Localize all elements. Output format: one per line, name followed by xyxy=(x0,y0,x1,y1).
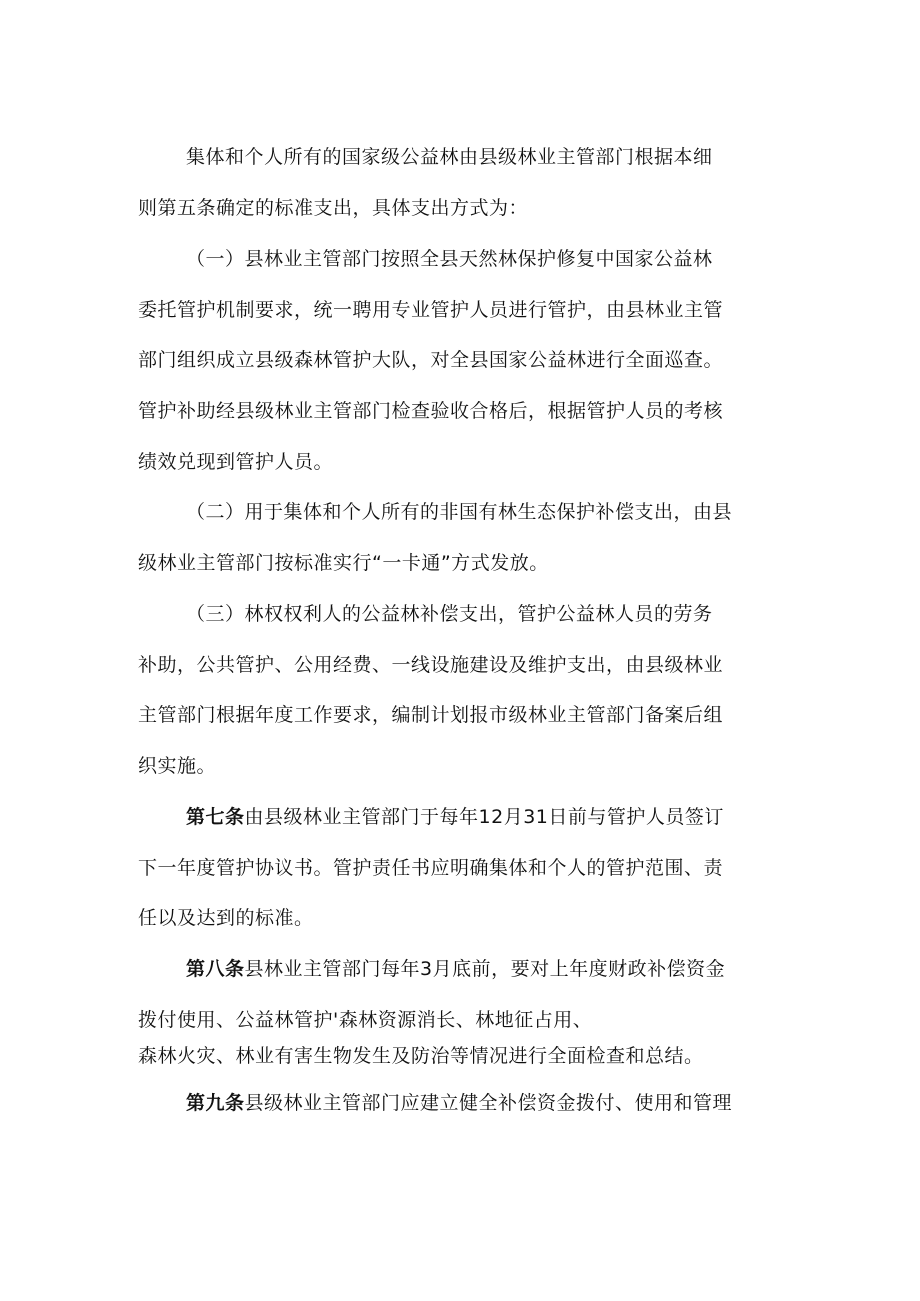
text-line: 织实施。 xyxy=(138,755,217,777)
text-line: 拨付使用、公益林管护'森林资源消长、林地征占用、 xyxy=(138,1009,593,1031)
text-line: 绩效兑现到管护人员。 xyxy=(138,451,334,473)
text-line: 委托管护机制要求，统一聘用专业管护人员进行管护，由县林业主管 xyxy=(138,299,724,321)
article-line xyxy=(186,804,724,830)
article-number: 第七条 xyxy=(186,806,245,828)
text-line: （一）县林业主管部门按照全县天然林保护修复中国家公益林 xyxy=(186,248,713,270)
text-line: 集体和个人所有的国家级公益林由县级林业主管部门根据本细 xyxy=(186,146,713,168)
article-text: 由县级林业主管部门于每年12月31日前与管护人员签订 xyxy=(244,806,724,828)
article-number: 第八条 xyxy=(186,958,245,980)
article-number: 第九条 xyxy=(186,1092,245,1114)
text-line: 补助，公共管护、公用经费、一线设施建设及维护支出，由县级林业 xyxy=(138,654,724,676)
text-line: （二）用于集体和个人所有的非国有林生态保护补偿支出，由县 xyxy=(186,501,733,523)
text-line: 森林火灾、林业有害生物发生及防治等情况进行全面检查和总结。 xyxy=(138,1045,704,1067)
text-line: 主管部门根据年度工作要求，编制计划报市级林业主管部门备案后组 xyxy=(138,704,724,726)
article-line xyxy=(186,956,725,982)
text-line: （三）林权权利人的公益林补偿支出，管护公益林人员的劳务 xyxy=(186,603,713,625)
article-text: 县级林业主管部门应建立健全补偿资金拨付、使用和管理 xyxy=(244,1092,733,1114)
article-line xyxy=(186,1090,732,1116)
text-line: 则第五条确定的标准支出，具体支出方式为： xyxy=(138,197,529,219)
article-text: 县林业主管部门每年3月底前，要对上年度财政补偿资金 xyxy=(244,958,726,980)
text-line: 级林业主管部门按标准实行“一卡通”方式发放。 xyxy=(138,552,549,574)
text-line: 下一年度管护协议书。管护责任书应明确集体和个人的管护范围、责 xyxy=(138,857,724,879)
text-line: 任以及达到的标准。 xyxy=(138,907,314,929)
text-line: 部门组织成立县级森林管护大队，对全县国家公益林进行全面巡查。 xyxy=(138,349,724,371)
text-line: 管护补助经县级林业主管部门检查验收合格后，根据管护人员的考核 xyxy=(138,400,724,422)
